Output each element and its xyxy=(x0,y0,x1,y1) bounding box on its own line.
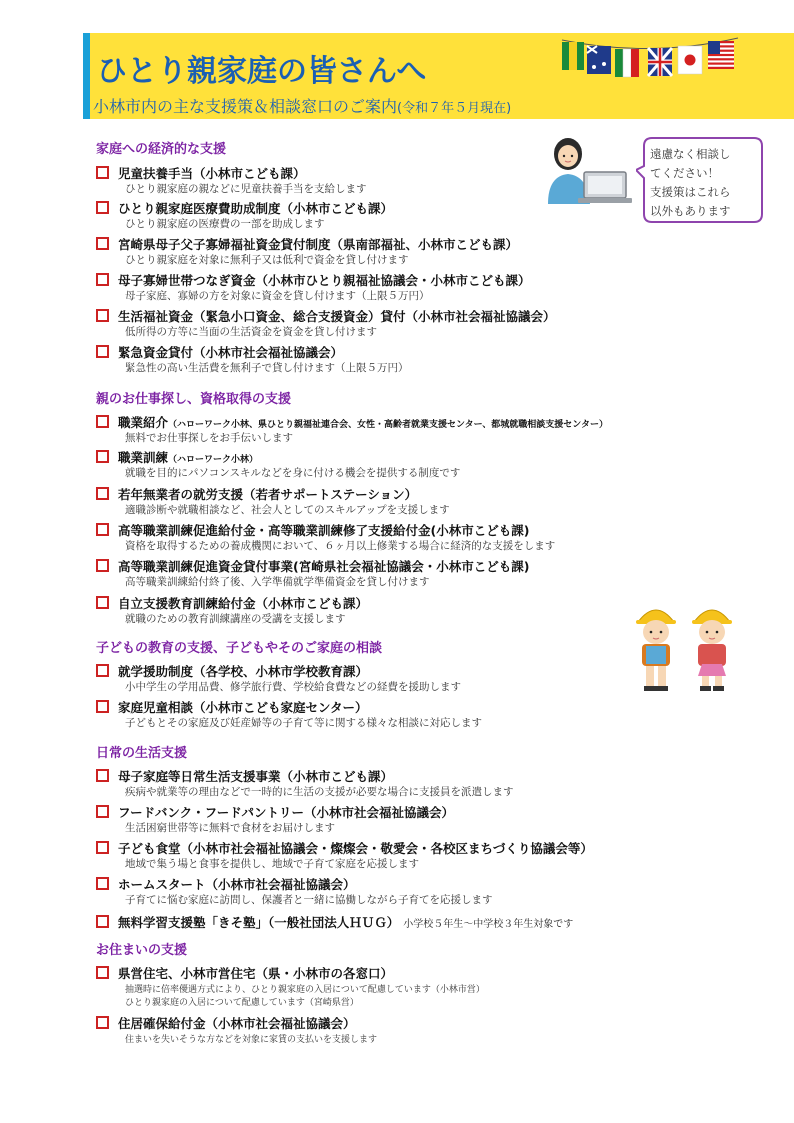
section-title-education: 子どもの教育の支援、子どもやそのご家庭の相談 xyxy=(96,641,383,656)
checkbox-icon xyxy=(96,487,109,500)
schoolchildren-icon xyxy=(632,598,744,694)
item-description: 無料でお仕事探しをお手伝いします xyxy=(125,432,293,444)
subtitle-text: 小林市内の主な支援策＆相談窓口のご案内 xyxy=(93,97,398,116)
checkbox-icon xyxy=(96,559,109,572)
checklist-item xyxy=(96,484,417,503)
checklist-item xyxy=(96,163,306,182)
item-name: 若年無業者の就労支援（若者サポートステーション） xyxy=(118,487,418,502)
item-name: 母子家庭等日常生活支援事業（小林市こども課） xyxy=(118,769,394,784)
item-name: ひとり親家庭医療費助成制度（小林市こども課） xyxy=(118,201,394,216)
bubble-line: 支援策はこれら xyxy=(650,185,731,199)
item-description: 適職診断や就職相談など、社会人としてのスキルアップを支援します xyxy=(125,504,450,516)
item-name: 高等職業訓練促進資金貸付事業(宮崎県社会福祉協議会・小林市こども課) xyxy=(118,559,530,574)
header-accent-bar xyxy=(83,33,90,119)
item-description: 子どもとその家庭及び妊産婦等の子育て等に関する様々な相談に対応します xyxy=(125,717,482,729)
item-description: 生活困窮世帯等に無料で食材をお届けします xyxy=(125,822,335,834)
item-name: 宮崎県母子父子寡婦福祉資金貸付制度（県南部福祉、小林市こども課） xyxy=(118,237,519,252)
item-description: 就職のための教育訓練講座の受講を支援します xyxy=(125,613,346,625)
checkbox-icon xyxy=(96,273,109,286)
item-description: 抽選時に倍率優遇方式により、ひとり親家庭の入居について配慮しています（小林市営） xyxy=(125,985,485,995)
item-name: 住居確保給付金（小林市社会福祉協議会） xyxy=(118,1016,356,1031)
checkbox-icon xyxy=(96,805,109,818)
checkbox-icon xyxy=(96,1016,109,1029)
checklist-item xyxy=(96,661,368,680)
item-name: 高等職業訓練促進給付金・高等職業訓練修了支援給付金(小林市こども課) xyxy=(118,523,530,538)
item-name: 県営住宅、小林市営住宅（県・小林市の各窓口） xyxy=(118,966,394,981)
item-description: 住まいを失いそうな方などを対象に家賃の支払いを支援します xyxy=(125,1035,378,1045)
item-name: 子ども食堂（小林市社会福祉協議会・燦燦会・敬愛会・各校区まちづくり協議会等） xyxy=(118,841,593,856)
item-description: ひとり親家庭の親などに児童扶養手当を支給します xyxy=(125,183,367,195)
item-name: ホームスタート（小林市社会福祉協議会） xyxy=(118,877,356,892)
item-description: 疾病や就業等の理由などで一時的に生活の支援が必要な場合に支援員を派遣します xyxy=(125,786,514,798)
item-name: フードバンク・フードパントリー（小林市社会福祉協議会） xyxy=(118,805,455,820)
checklist-item xyxy=(96,593,368,612)
checklist-item xyxy=(96,447,258,466)
checklist-item xyxy=(96,556,529,575)
checklist-item xyxy=(96,1013,356,1032)
subtitle-date: (令和７年５月現在) xyxy=(397,101,512,116)
checklist-item xyxy=(96,198,393,217)
checkbox-icon xyxy=(96,841,109,854)
item-name: 就学援助制度（各学校、小林市学校教育課） xyxy=(118,664,369,679)
checklist-item xyxy=(96,838,593,857)
checklist-item xyxy=(96,912,573,931)
checkbox-icon xyxy=(96,345,109,358)
item-description: 就職を目的にパソコンスキルなどを身に付ける機会を提供する制度です xyxy=(125,467,461,479)
item-name: 職業紹介 xyxy=(118,415,169,430)
checklist-item xyxy=(96,306,556,325)
checkbox-icon xyxy=(96,450,109,463)
page-title: ひとり親家庭の皆さんへ xyxy=(97,54,427,89)
section-title-housing: お住まいの支援 xyxy=(96,943,188,958)
item-name: 母子寡婦世帯つなぎ資金（小林市ひとり親福祉協議会・小林市こども課） xyxy=(118,273,531,288)
speech-bubble-text xyxy=(650,145,760,221)
checklist-item xyxy=(96,963,393,982)
checkbox-icon xyxy=(96,877,109,890)
item-description: 高等職業訓練給付終了後、入学準備就学準備資金を貸し付けます xyxy=(125,576,430,588)
checkbox-icon xyxy=(96,769,109,782)
item-description: 小中学生の学用品費、修学旅行費、学校給食費などの経費を援助します xyxy=(125,681,461,693)
flags-garland-icon xyxy=(560,36,740,86)
item-name: 緊急資金貸付（小林市社会福祉協議会） xyxy=(118,345,344,360)
bubble-line: 遠慮なく相談し xyxy=(650,147,731,161)
checkbox-icon xyxy=(96,915,109,928)
item-description: 低所得の方等に当面の生活資金を資金を貸し付けます xyxy=(125,326,377,338)
item-name: 無料学習支援塾「きそ塾」（一般社団法人ＨＵＧ） xyxy=(118,915,400,930)
checkbox-icon xyxy=(96,237,109,250)
checklist-item xyxy=(96,874,356,893)
item-description: 地域で集う場と食事を提供し、地域で子育て家庭を応援します xyxy=(125,858,419,870)
item-name: 職業訓練 xyxy=(118,450,169,465)
section-title-employment: 親のお仕事探し、資格取得の支援 xyxy=(96,392,292,407)
checkbox-icon xyxy=(96,700,109,713)
checklist-item xyxy=(96,697,368,716)
item-description: ひとり親家庭を対象に無利子又は低利で資金を貸し付けます xyxy=(125,254,409,266)
item-name: 児童扶養手当（小林市こども課） xyxy=(118,166,306,181)
checklist-item xyxy=(96,766,393,785)
bubble-line: てください！ xyxy=(650,166,719,180)
checkbox-icon xyxy=(96,309,109,322)
consultant-at-laptop-icon xyxy=(542,132,634,208)
section-title-economic: 家庭への経済的な支援 xyxy=(96,142,227,157)
bubble-line: 以外もあります xyxy=(650,204,731,218)
section-title-daily-life: 日常の生活支援 xyxy=(96,746,188,761)
page-subtitle xyxy=(93,94,511,117)
checklist-item xyxy=(96,234,518,253)
item-name: 家庭児童相談（小林市こども家庭センター） xyxy=(118,700,368,715)
item-agency: （ハローワーク小林） xyxy=(168,455,259,465)
checkbox-icon xyxy=(96,201,109,214)
checkbox-icon xyxy=(96,523,109,536)
item-note: 小学校５年生～中学校３年生対象です xyxy=(403,919,574,930)
item-description: 母子家庭、寡婦の方を対象に資金を貸し付けます（上限５万円） xyxy=(125,290,430,302)
checklist-item xyxy=(96,342,343,361)
item-description: 資格を取得するための養成機関において、６ヶ月以上修業する場合に経済的な支援をします xyxy=(125,540,556,552)
checklist-item xyxy=(96,270,531,289)
item-name: 自立支援教育訓練給付金（小林市こども課） xyxy=(118,596,369,611)
item-description: ひとり親家庭の医療費の一部を助成します xyxy=(125,218,325,230)
checklist-item xyxy=(96,412,608,431)
checklist-item xyxy=(96,520,529,539)
checkbox-icon xyxy=(96,415,109,428)
checkbox-icon xyxy=(96,166,109,179)
item-description: 子育てに悩む家庭に訪問し、保護者と一緒に協働しながら子育てを応援します xyxy=(125,894,493,906)
checklist-item xyxy=(96,802,454,821)
item-description: 緊急性の高い生活費を無利子で貸し付けます（上限５万円） xyxy=(125,362,409,374)
checkbox-icon xyxy=(96,966,109,979)
item-description: ひとり親家庭の入居について配慮しています（宮崎県営） xyxy=(125,998,359,1008)
checkbox-icon xyxy=(96,596,109,609)
item-name: 生活福祉資金（緊急小口資金、総合支援資金）貸付（小林市社会福祉協議会） xyxy=(118,309,556,324)
checkbox-icon xyxy=(96,664,109,677)
item-agency: （ハローワーク小林、県ひとり親福祉連合会、女性・高齢者就業支援センター、都城就職相談支援センター） xyxy=(168,420,608,430)
